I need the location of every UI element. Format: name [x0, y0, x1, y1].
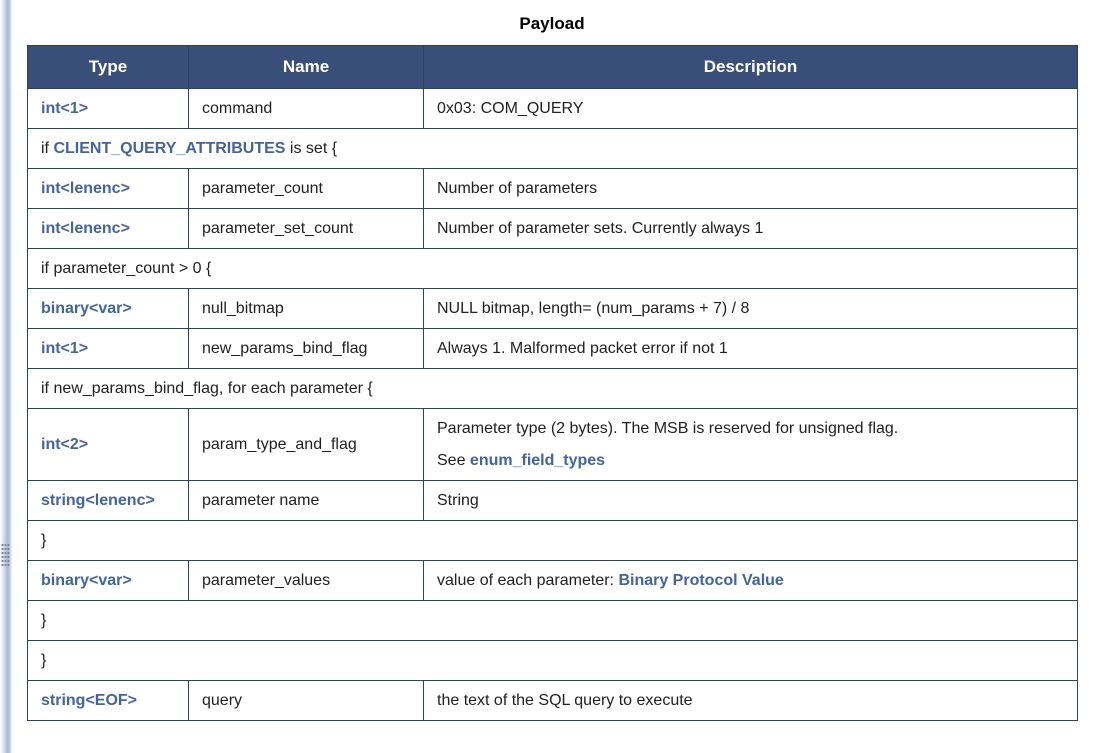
type-link-int-1[interactable]: int<1> — [41, 100, 89, 117]
static-text: if parameter_count > 0 { — [41, 260, 212, 277]
field-row — [28, 409, 1078, 481]
type-link-int-1[interactable]: int<1> — [41, 340, 89, 357]
cell-name: parameter_values — [189, 561, 424, 601]
condition-cell — [28, 601, 1078, 641]
static-text: Always 1. Malformed packet error if not 1 — [437, 340, 728, 357]
description-line — [437, 298, 1064, 319]
header-row — [28, 46, 1078, 89]
column-header-name: Name — [189, 46, 424, 89]
payload-table — [27, 45, 1078, 721]
description-line — [437, 98, 1064, 119]
static-text: See — [437, 452, 470, 469]
condition-row — [28, 129, 1078, 169]
type-link-string-eof[interactable]: string<EOF> — [41, 692, 138, 709]
static-text: NULL bitmap, length= (num_params + 7) / 8 — [437, 300, 750, 317]
field-row — [28, 209, 1078, 249]
static-text: Parameter type (2 bytes). The MSB is reserved for unsigned flag. — [437, 420, 899, 437]
type-link-int-2[interactable]: int<2> — [41, 436, 89, 453]
cell-name: parameter name — [189, 481, 424, 521]
type-link-int-lenenc[interactable]: int<lenenc> — [41, 180, 130, 197]
static-text: the text of the SQL query to execute — [437, 692, 693, 709]
cell-description — [424, 481, 1078, 521]
description-line — [437, 490, 1064, 511]
condition-row — [28, 641, 1078, 681]
description-line — [41, 378, 1064, 399]
column-header-description: Description — [424, 46, 1078, 89]
condition-row — [28, 521, 1078, 561]
description-line — [41, 258, 1064, 279]
static-text: if new_params_bind_flag, for each parameter { — [41, 380, 373, 397]
cell-description — [424, 209, 1078, 249]
cell-type — [28, 409, 189, 481]
cell-type — [28, 681, 189, 721]
cell-name: null_bitmap — [189, 289, 424, 329]
cell-description — [424, 329, 1078, 369]
static-text: value of each parameter: — [437, 572, 619, 589]
static-text: String — [437, 492, 479, 509]
cell-name: command — [189, 89, 424, 129]
type-link-binary-var[interactable]: binary<var> — [41, 300, 132, 317]
document-content — [27, 0, 1077, 721]
cell-description — [424, 409, 1078, 481]
cell-type — [28, 329, 189, 369]
description-line — [41, 650, 1064, 671]
table-title: Payload — [519, 14, 585, 33]
cell-type — [28, 169, 189, 209]
description-line — [437, 570, 1064, 591]
condition-cell — [28, 521, 1078, 561]
description-line — [437, 178, 1064, 199]
field-row — [28, 89, 1078, 129]
static-text: if — [41, 140, 54, 157]
description-line — [437, 218, 1064, 239]
cell-type — [28, 289, 189, 329]
cell-type — [28, 209, 189, 249]
cell-name: query — [189, 681, 424, 721]
cell-type — [28, 561, 189, 601]
cell-description — [424, 681, 1078, 721]
static-text: 0x03: COM_QUERY — [437, 100, 584, 117]
static-text: } — [41, 532, 47, 549]
cell-type — [28, 481, 189, 521]
description-line — [41, 138, 1064, 159]
type-link-int-lenenc[interactable]: int<lenenc> — [41, 220, 130, 237]
condition-cell — [28, 129, 1078, 169]
field-row — [28, 481, 1078, 521]
link-binary-protocol-value[interactable]: Binary Protocol Value — [618, 572, 784, 589]
field-row — [28, 169, 1078, 209]
cell-name: parameter_count — [189, 169, 424, 209]
field-row — [28, 681, 1078, 721]
description-line — [437, 450, 1064, 471]
field-row — [28, 329, 1078, 369]
field-row — [28, 289, 1078, 329]
cell-description — [424, 169, 1078, 209]
description-line — [437, 418, 1064, 439]
cell-description — [424, 561, 1078, 601]
static-text: is set { — [285, 140, 338, 157]
splitter-grip-icon[interactable] — [1, 543, 10, 567]
condition-row — [28, 249, 1078, 289]
description-line — [41, 610, 1064, 631]
static-text: } — [41, 612, 47, 629]
cell-name: param_type_and_flag — [189, 409, 424, 481]
cell-description — [424, 289, 1078, 329]
static-text: } — [41, 652, 47, 669]
pane-splitter[interactable] — [0, 0, 12, 753]
column-header-type: Type — [28, 46, 189, 89]
cell-name: new_params_bind_flag — [189, 329, 424, 369]
condition-cell — [28, 249, 1078, 289]
type-link-string-lenenc[interactable]: string<lenenc> — [41, 492, 155, 509]
condition-row — [28, 369, 1078, 409]
type-link-binary-var[interactable]: binary<var> — [41, 572, 132, 589]
link-enum-field-types[interactable]: enum_field_types — [469, 452, 606, 469]
cell-type — [28, 89, 189, 129]
link-client-query-attributes[interactable]: CLIENT_QUERY_ATTRIBUTES — [53, 140, 286, 157]
cell-name: parameter_set_count — [189, 209, 424, 249]
description-line — [41, 530, 1064, 551]
cell-description — [424, 89, 1078, 129]
condition-cell — [28, 369, 1078, 409]
description-line — [437, 690, 1064, 711]
condition-cell — [28, 641, 1078, 681]
static-text: Number of parameter sets. Currently always 1 — [437, 220, 764, 237]
field-row — [28, 561, 1078, 601]
description-line — [437, 338, 1064, 359]
condition-row — [28, 601, 1078, 641]
static-text: Number of parameters — [437, 180, 598, 197]
